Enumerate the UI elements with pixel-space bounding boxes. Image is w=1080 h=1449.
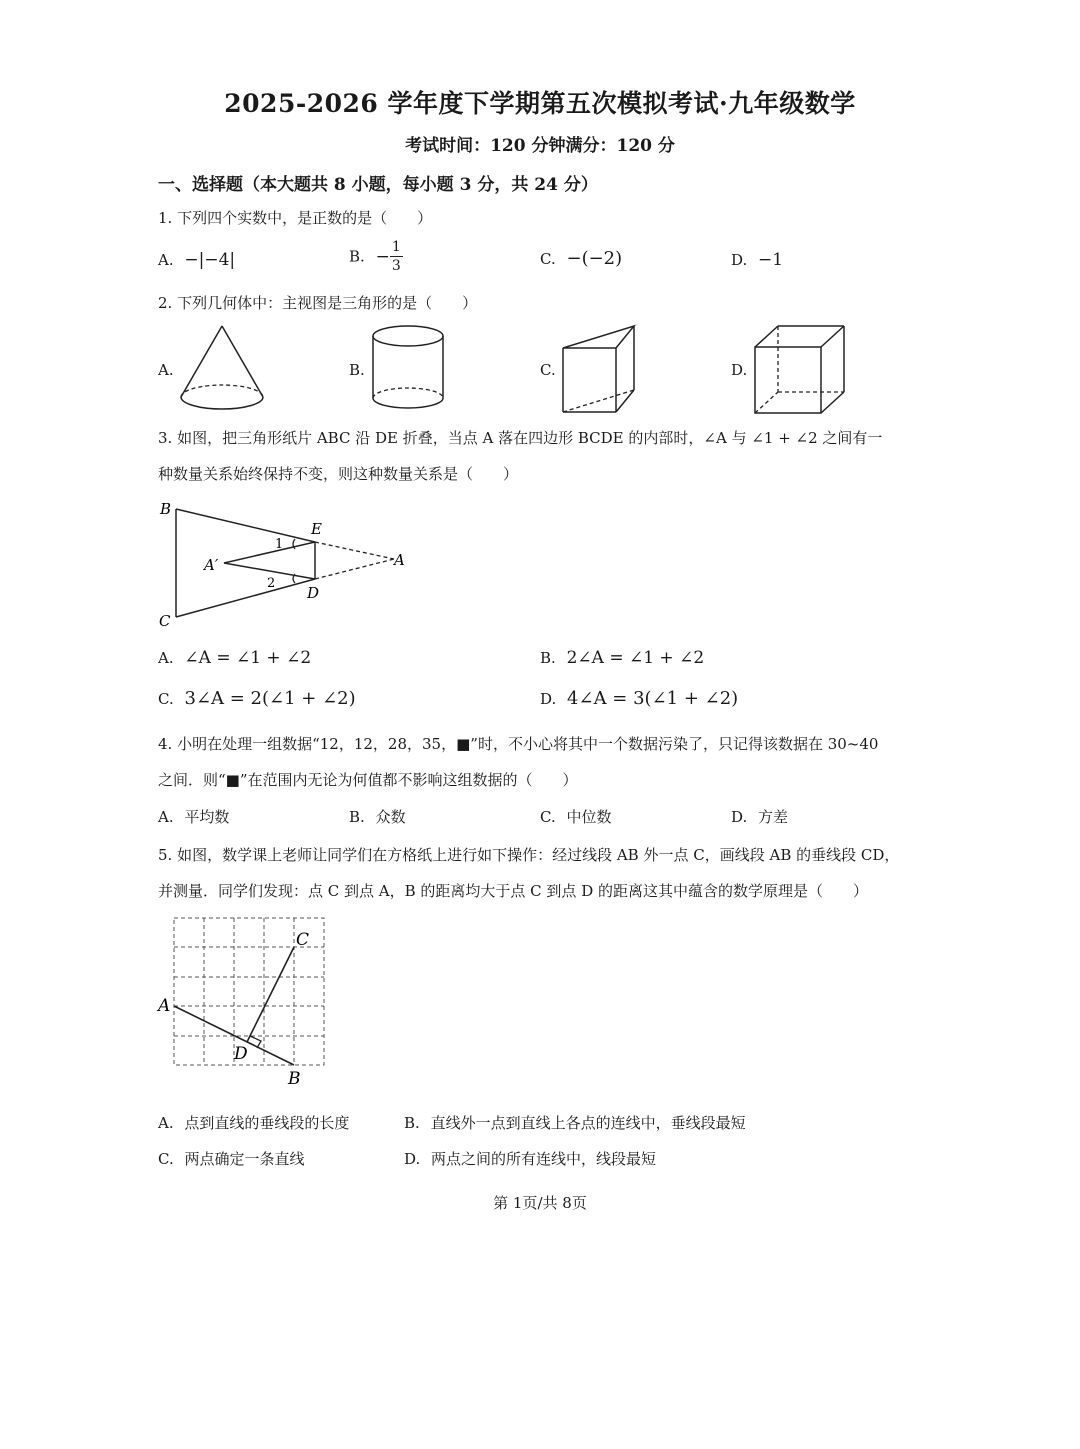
label-e: E bbox=[311, 520, 322, 538]
option-label: D. bbox=[540, 690, 557, 708]
q3-option-a bbox=[158, 648, 311, 668]
fraction bbox=[390, 238, 403, 275]
question-4-line-1: 4. 小明在处理一组数据“12，12，28，35，■”时，不小心将其中一个数据污染了，只记得该数据在 30~40 bbox=[158, 735, 879, 753]
option-label: A. bbox=[158, 1114, 174, 1132]
section-heading: 一、选择题（本大题共 8 小题，每小题 3 分，共 24 分） bbox=[158, 175, 598, 195]
option-label: B. bbox=[349, 808, 365, 826]
question-2-stem: 2. 下列几何体中：主视图是三角形的是（ ） bbox=[158, 294, 478, 312]
option-label: A. bbox=[158, 808, 174, 826]
label-a-prime: A′ bbox=[204, 556, 219, 574]
option-text: 直线外一点到直线上各点的连线中，垂线段最短 bbox=[430, 1114, 746, 1132]
question-5-line-2: 并测量．同学们发现：点 C 到点 A，B 的距离均大于点 C 到点 D 的距离这其中蕴含的数学原理是（ ） bbox=[158, 882, 868, 900]
question-4-line-2: 之间．则“■”在范围内无论为何值都不影响这组数据的（ ） bbox=[158, 771, 578, 789]
q3-option-d bbox=[540, 688, 738, 709]
page-number: 第 1页/共 8页 bbox=[493, 1194, 587, 1212]
fold-triangle-figure bbox=[150, 495, 420, 635]
option-text: 点到直线的垂线段的长度 bbox=[184, 1114, 350, 1132]
q4-option-c bbox=[540, 806, 612, 827]
page-title: 2025-2026 学年度下学期第五次模拟考试·九年级数学 bbox=[224, 89, 856, 118]
option-label: D. bbox=[731, 808, 748, 826]
option-text: 中位数 bbox=[566, 808, 612, 826]
option-label: C. bbox=[540, 250, 556, 268]
q1-option-c bbox=[540, 248, 622, 269]
q4-option-d bbox=[731, 806, 788, 827]
q3-option-b bbox=[540, 648, 704, 668]
option-label: D. bbox=[731, 251, 748, 269]
option-text: 方差 bbox=[758, 808, 789, 826]
cone-figure bbox=[176, 322, 268, 414]
q5-option-a bbox=[158, 1112, 349, 1133]
exam-info: 考试时间：120 分钟满分：120 分 bbox=[405, 136, 675, 156]
label-b: B bbox=[288, 1069, 301, 1089]
label-a: A bbox=[158, 996, 171, 1016]
label-c: C bbox=[159, 612, 171, 630]
option-text: −(−2) bbox=[566, 248, 623, 269]
option-label: B. bbox=[540, 649, 556, 667]
q5-option-c bbox=[158, 1148, 305, 1169]
option-text: 2∠A = ∠1 + ∠2 bbox=[566, 648, 705, 668]
option-label: C. bbox=[158, 1150, 174, 1168]
q4-option-b bbox=[349, 806, 406, 827]
option-text: −|−4| bbox=[184, 250, 236, 270]
option-text: 两点确定一条直线 bbox=[184, 1150, 305, 1168]
label-angle-2: 2 bbox=[267, 576, 276, 591]
cube-figure bbox=[750, 322, 850, 417]
cylinder-figure bbox=[366, 322, 450, 414]
label-b: B bbox=[160, 500, 172, 518]
q2-option-c-label: C. bbox=[540, 361, 556, 379]
option-label: D. bbox=[404, 1150, 421, 1168]
label-a: A bbox=[394, 551, 405, 569]
option-label: B. bbox=[404, 1114, 420, 1132]
label-d: D bbox=[234, 1044, 248, 1064]
option-text: ∠A = ∠1 + ∠2 bbox=[184, 648, 312, 668]
question-3-line-1: 3. 如图，把三角形纸片 ABC 沿 DE 折叠，当点 A 落在四边形 BCDE 的内部时，∠A 与 ∠1 + ∠2 之间有一 bbox=[158, 429, 883, 447]
option-text: 众数 bbox=[375, 808, 406, 826]
q2-option-a-label: A. bbox=[158, 361, 174, 379]
q1-option-b bbox=[349, 238, 403, 275]
option-label: C. bbox=[158, 690, 174, 708]
fraction-sign: − bbox=[375, 246, 390, 267]
option-text: 平均数 bbox=[184, 808, 230, 826]
label-angle-1: 1 bbox=[275, 537, 284, 552]
q5-option-b bbox=[404, 1112, 746, 1133]
fraction-numerator: 1 bbox=[391, 239, 401, 255]
q5-option-d bbox=[404, 1148, 656, 1169]
option-label: A. bbox=[158, 649, 174, 667]
option-text: 两点之间的所有连线中，线段最短 bbox=[431, 1150, 657, 1168]
question-5-line-1: 5. 如图，数学课上老师让同学们在方格纸上进行如下操作：经过线段 AB 外一点 C，画线段 AB 的垂线段 CD， bbox=[158, 846, 900, 864]
label-c: C bbox=[296, 930, 310, 950]
q1-option-d bbox=[731, 250, 783, 270]
q2-option-b-label: B. bbox=[349, 361, 365, 379]
option-label: C. bbox=[540, 808, 556, 826]
q4-option-a bbox=[158, 806, 229, 827]
label-d: D bbox=[307, 584, 320, 602]
question-1-stem: 1. 下列四个实数中，是正数的是（ ） bbox=[158, 209, 433, 227]
q3-option-c bbox=[158, 688, 356, 709]
option-text: 4∠A = 3(∠1 + ∠2) bbox=[567, 688, 739, 709]
question-3-line-2: 种数量关系始终保持不变，则这种数量关系是（ ） bbox=[158, 465, 519, 483]
option-text: 3∠A = 2(∠1 + ∠2) bbox=[184, 688, 356, 709]
grid-perpendicular-figure bbox=[150, 910, 340, 1090]
q2-option-d-label: D. bbox=[731, 361, 748, 379]
option-label: A. bbox=[158, 251, 174, 269]
q1-option-a bbox=[158, 250, 235, 270]
fraction-denominator: 3 bbox=[391, 258, 401, 274]
triangular-prism-figure bbox=[558, 322, 642, 417]
option-label: B. bbox=[349, 247, 365, 266]
option-text: −1 bbox=[758, 250, 784, 270]
segment-cd bbox=[247, 947, 294, 1042]
